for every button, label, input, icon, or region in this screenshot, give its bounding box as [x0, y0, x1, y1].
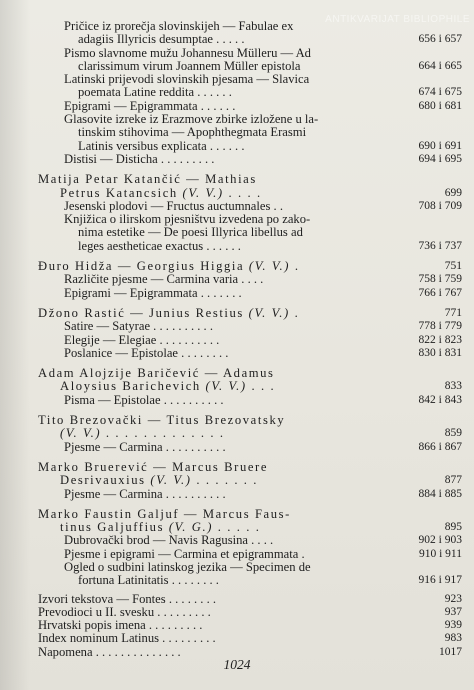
entry-title: Knjižica o ilirskom pjesništvu izvedena po zako-: [64, 212, 311, 227]
entry-page-number: 699: [444, 186, 462, 199]
toc-entry: [38, 47, 468, 60]
author-heading-line: [38, 474, 468, 487]
toc-section: [38, 20, 468, 166]
toc-entry: [38, 20, 468, 33]
author-heading-line: [38, 508, 468, 521]
entry-page-number: 983: [444, 632, 462, 645]
entry-title: Pjesme — Carmina . . . . . . . . . .: [64, 486, 226, 501]
toc-entry: [38, 619, 468, 632]
toc-entry: [38, 153, 468, 166]
toc-entry: [38, 347, 468, 360]
entry-page-number: 680 i 681: [418, 99, 462, 112]
entry-title: (V. V.) . . . . . . . . . . . . .: [60, 426, 225, 441]
entry-title: Matija Petar Katančić — Mathias: [38, 172, 257, 187]
toc-entry: [38, 113, 468, 126]
entry-title: Prevodioci u II. svesku . . . . . . . . .: [38, 604, 211, 619]
entry-title: Pričice iz prorečja slovinskijeh — Fabulae ex: [64, 19, 294, 33]
entry-title: Index nominum Latinus . . . . . . . . .: [38, 631, 216, 646]
entry-title: Distisi — Disticha . . . . . . . . .: [64, 151, 215, 166]
author-heading-line: [38, 367, 468, 380]
entry-title: clarissimum virum Joannem Müller epistola: [78, 58, 301, 73]
toc-entry: [38, 213, 468, 226]
entry-page-number: 877: [444, 474, 462, 487]
entry-title: Pjesme — Carmina . . . . . . . . . .: [64, 439, 226, 454]
author-heading-line: [38, 187, 468, 200]
entry-page-number: 771: [444, 306, 462, 319]
entry-page-number: 690 i 691: [418, 139, 462, 152]
entry-title: Marko Faustin Galjuf — Marcus Faus-: [38, 506, 291, 521]
entry-title: Izvori tekstova — Fontes . . . . . . . .: [38, 591, 217, 606]
entry-title: Đuro Hidža — Georgius Higgia (V. V.) .: [38, 259, 300, 274]
author-heading-line: [38, 173, 468, 186]
entry-title: Jesenski plodovi — Fructus auctumnales . .: [64, 198, 283, 213]
entry-title: Pismo slavnome mužu Johannesu Mülleru — Ad: [64, 45, 311, 60]
entry-page-number: 859: [444, 427, 462, 440]
toc-section: [38, 508, 468, 588]
table-of-contents: [38, 20, 468, 659]
toc-entry: [38, 100, 468, 113]
toc-entry: [38, 632, 468, 645]
entry-title: Pisma — Epistolae . . . . . . . . . .: [64, 392, 224, 407]
toc-entry: [38, 287, 468, 300]
toc-section: [38, 173, 468, 253]
entry-title: Epigrami — Epigrammata . . . . . . .: [64, 285, 242, 300]
entry-page-number: 751: [444, 260, 462, 273]
entry-title: Latinis versibus explicata . . . . . .: [78, 138, 245, 153]
toc-entry: [38, 226, 468, 239]
entry-title: Adam Alojzije Baričević — Adamus: [38, 366, 275, 381]
entry-page-number: 694 i 695: [418, 152, 462, 165]
toc-section: [38, 367, 468, 407]
entry-page-number: 778 i 779: [418, 320, 462, 333]
entry-page-number: 866 i 867: [418, 440, 462, 453]
toc-entry: [38, 240, 468, 253]
entry-title: Pjesme i epigrami — Carmina et epigrammata .: [64, 546, 305, 561]
toc-entry: [38, 320, 468, 333]
author-heading-line: [38, 414, 468, 427]
entry-page-number: 910 i 911: [418, 547, 462, 560]
author-heading-line: [38, 461, 468, 474]
toc-section: [38, 593, 468, 659]
entry-title: Desrivauxius (V. V.) . . . . . . .: [60, 473, 259, 488]
toc-entry: [38, 394, 468, 407]
entry-page-number: 916 i 917: [418, 574, 462, 587]
entry-page-number: 895: [444, 521, 462, 534]
entry-title: leges aestheticae exactus . . . . . .: [78, 238, 241, 253]
toc-entry: [38, 488, 468, 501]
entry-title: Glasovite izreke iz Erazmove zbirke izložene u la-: [64, 112, 319, 127]
antiquarian-watermark: ANTIKVARIJAT BIBLIOPHILE: [325, 14, 470, 25]
entry-title: Marko Bruerević — Marcus Bruere: [38, 459, 269, 474]
toc-section: [38, 307, 468, 360]
entry-page-number: 1017: [439, 645, 462, 658]
toc-entry: [38, 140, 468, 153]
toc-entry: [38, 606, 468, 619]
entry-page-number: 842 i 843: [418, 393, 462, 406]
entry-title: Dubrovački brod — Navis Ragusina . . . .: [64, 533, 274, 548]
entry-page-number: 766 i 767: [418, 286, 462, 299]
entry-title: fortuna Latinitatis . . . . . . . .: [78, 573, 219, 588]
entry-title: Petrus Katancsich (V. V.) . . . .: [60, 185, 262, 200]
entry-title: adagiis Illyricis desumptae . . . . .: [78, 32, 245, 47]
entry-page-number: 674 i 675: [418, 86, 462, 99]
author-heading-line: [38, 427, 468, 440]
toc-entry: [38, 273, 468, 286]
toc-entry: [38, 60, 468, 73]
toc-entry: [38, 334, 468, 347]
toc-entry: [38, 33, 468, 46]
entry-title: Satire — Satyrae . . . . . . . . . .: [64, 319, 213, 334]
page-gutter-shadow: [0, 0, 30, 690]
entry-page-number: 758 i 759: [418, 273, 462, 286]
toc-entry: [38, 441, 468, 454]
entry-page-number: 664 i 665: [418, 59, 462, 72]
entry-title: Aloysius Barichevich (V. V.) . . .: [60, 379, 276, 394]
entry-title: Napomena . . . . . . . . . . . . . .: [38, 644, 181, 659]
entry-title: nima estetike — De poesi Illyrica libellus ad: [78, 225, 303, 240]
entry-page-number: 708 i 709: [418, 199, 462, 212]
entry-page-number: 884 i 885: [418, 487, 462, 500]
toc-entry: [38, 534, 468, 547]
entry-title: Ogled o sudbini latinskog jezika — Specimen de: [64, 559, 311, 574]
toc-entry: [38, 73, 468, 86]
toc-entry: [38, 548, 468, 561]
entry-title: Epigrami — Epigrammata . . . . . .: [64, 98, 236, 113]
author-heading-line: [38, 260, 468, 273]
toc-entry: [38, 86, 468, 99]
toc-entry: [38, 593, 468, 606]
entry-page-number: 833: [444, 380, 462, 393]
entry-title: Latinski prijevodi slovinskih pjesama — Slavica: [64, 72, 310, 87]
toc-section: [38, 461, 468, 501]
entry-page-number: 923: [444, 592, 462, 605]
toc-entry: [38, 561, 468, 574]
author-heading-line: [38, 521, 468, 534]
entry-page-number: 656 i 657: [418, 33, 462, 46]
entry-page-number: 822 i 823: [418, 333, 462, 346]
toc-section: [38, 414, 468, 454]
entry-page-number: 830 i 831: [418, 346, 462, 359]
entry-title: Različite pjesme — Carmina varia . . . .: [64, 272, 264, 287]
toc-section: [38, 260, 468, 300]
entry-title: Poslanice — Epistolae . . . . . . . .: [64, 345, 229, 360]
toc-entry: [38, 200, 468, 213]
author-heading-line: [38, 380, 468, 393]
entry-title: Elegije — Elegiae . . . . . . . . . .: [64, 332, 220, 347]
entry-page-number: 736 i 737: [418, 239, 462, 252]
entry-page-number: 937: [444, 605, 462, 618]
entry-page-number: 902 i 903: [418, 534, 462, 547]
entry-page-number: 939: [444, 619, 462, 632]
entry-title: Hrvatski popis imena . . . . . . . . .: [38, 618, 203, 633]
entry-title: poemata Latine reddita . . . . . .: [78, 85, 232, 100]
page-number: 1024: [223, 657, 251, 672]
entry-title: Džono Rastić — Junius Restius (V. V.) .: [38, 305, 300, 320]
toc-entry: [38, 574, 468, 587]
toc-entry: [38, 126, 468, 139]
entry-title: tinus Galjuffius (V. G.) . . . . .: [60, 520, 261, 535]
entry-title: Tito Brezovački — Titus Brezovatsky: [38, 413, 286, 428]
author-heading-line: [38, 307, 468, 320]
entry-title: tinskim stihovima — Apophthegmata Erasmi: [78, 125, 307, 140]
